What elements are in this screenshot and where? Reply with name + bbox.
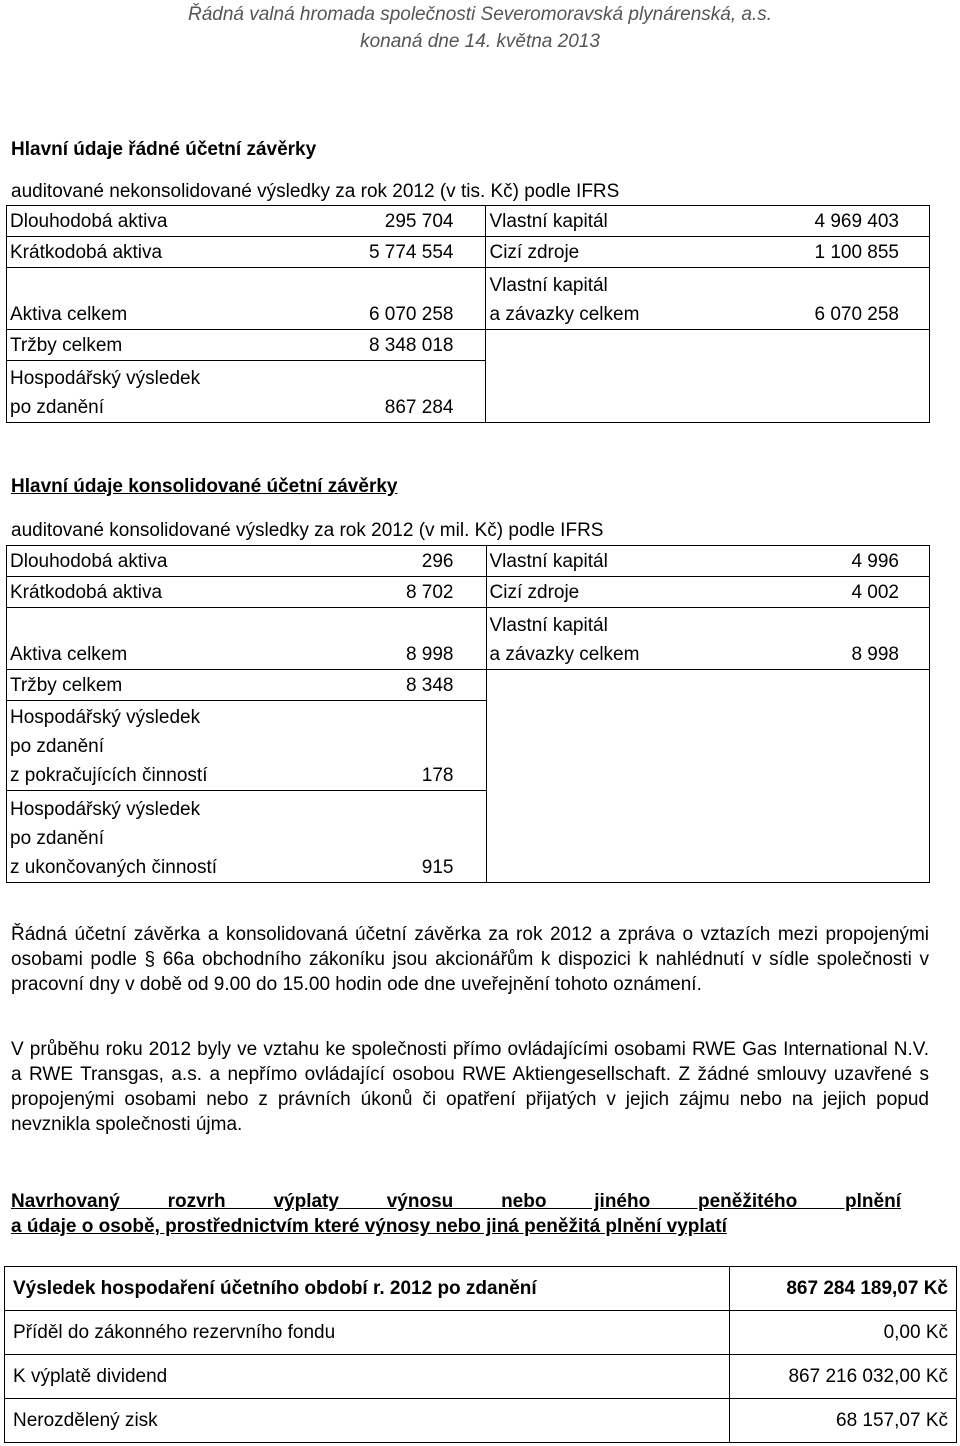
cell-label: Aktiva celkem xyxy=(7,608,256,670)
proposal-table xyxy=(4,1266,957,1443)
cell-label: Vlastní kapitál xyxy=(486,206,709,237)
cell-value: 5 774 554 xyxy=(255,237,486,268)
label-line: po zdanění xyxy=(10,397,105,418)
header-line-1: Řádná valná hromada společnosti Severomoravská plynárenská, a.s. xyxy=(187,4,773,25)
table-row xyxy=(7,268,930,330)
cell-value: 1 100 855 xyxy=(709,237,930,268)
cell-value: 8 702 xyxy=(255,577,486,608)
label-line: Hospodářský výsledek xyxy=(10,368,201,389)
section2-table xyxy=(6,545,930,883)
cell-label: Dlouhodobá aktiva xyxy=(7,206,256,237)
cell-label: Výsledek hospodaření účetního období r. 2012 po zdanění xyxy=(5,1267,730,1311)
header-line-2: konaná dne 14. května 2013 xyxy=(360,31,600,52)
cell-label xyxy=(486,608,709,670)
table-row xyxy=(7,206,930,237)
section1-table xyxy=(6,205,930,423)
cell-label: Krátkodobá aktiva xyxy=(7,577,256,608)
table-row xyxy=(7,577,930,608)
cell-value: 8 998 xyxy=(709,608,930,670)
section2-title: Hlavní údaje konsolidované účetní závěrky xyxy=(11,476,398,497)
label-line: po zdanění xyxy=(10,736,105,757)
label-line: Hospodářský výsledek xyxy=(10,799,201,820)
cell-label: Vlastní kapitál xyxy=(486,546,709,577)
cell-value: 8 348 xyxy=(255,670,486,701)
cell-value: 8 348 018 xyxy=(255,330,486,361)
paragraph-documents-availability: Řádná účetní závěrka a konsolidovaná účetní závěrka za rok 2012 a zpráva o vztazích mezi propojenými osobami podle § 66a obchodního zákoníku jsou akcionářům k dispozici k nahlédnutí v sídle společnosti v pracovní dny v době od 9.00 do 15.00 hodin ode dne uveřejnění tohoto oznámení. xyxy=(11,924,929,995)
label-line: Vlastní kapitál xyxy=(489,275,608,296)
cell-value: 178 xyxy=(255,701,486,791)
table-row xyxy=(7,237,930,268)
cell-label xyxy=(7,361,256,423)
table-row xyxy=(5,1267,957,1311)
cell-label: Cizí zdroje xyxy=(486,237,709,268)
label-line: po zdanění xyxy=(10,828,105,849)
label-line: Hospodářský výsledek xyxy=(10,707,201,728)
label-line: a závazky celkem xyxy=(489,644,640,665)
label-line: Vlastní kapitál xyxy=(489,615,608,636)
section2-subtitle: auditované konsolidované výsledky za rok 2012 (v mil. Kč) podle IFRS xyxy=(11,520,604,541)
paragraph-related-parties: V průběhu roku 2012 byly ve vztahu ke společnosti přímo ovládajícími osobami RWE Gas International N.V. a RWE Transgas, a.s. a nepřímo ovládající osobou RWE Aktiengesellschaft. Z žádné smlouvy uzavřené s propojenými osobami nebo z právních úkonů či opatření přijatých v jejich zájmu nebo na jejich popud nevznikla společnosti újma. xyxy=(11,1039,929,1135)
empty-cell xyxy=(486,330,930,423)
cell-value: 68 157,07 Kč xyxy=(730,1399,957,1443)
table-row xyxy=(5,1311,957,1355)
cell-value: 4 969 403 xyxy=(709,206,930,237)
table-row xyxy=(7,608,930,670)
cell-value: 6 070 258 xyxy=(255,268,486,330)
cell-value: 4 996 xyxy=(709,546,930,577)
empty-cell xyxy=(486,670,930,883)
cell-label: Nerozdělený zisk xyxy=(5,1399,730,1443)
cell-value: 295 704 xyxy=(255,206,486,237)
proposal-heading-line-2: a údaje o osobě, prostřednictvím které výnosy nebo jiná peněžitá plnění vyplatí xyxy=(11,1216,727,1237)
table-row xyxy=(7,330,930,361)
label-line: z pokračujících činností xyxy=(10,765,208,786)
label-line: a závazky celkem xyxy=(489,304,640,325)
section1-subtitle: auditované nekonsolidované výsledky za rok 2012 (v tis. Kč) podle IFRS xyxy=(11,181,620,202)
cell-value: 867 216 032,00 Kč xyxy=(730,1355,957,1399)
cell-value: 296 xyxy=(255,546,486,577)
proposal-heading-line-1: Navrhovaný rozvrh výplaty výnosu nebo jiného peněžitého plnění xyxy=(11,1191,901,1212)
cell-label: K výplatě dividend xyxy=(5,1355,730,1399)
section1-title: Hlavní údaje řádné účetní závěrky xyxy=(11,139,317,160)
cell-value: 915 xyxy=(255,791,486,883)
cell-value: 6 070 258 xyxy=(709,268,930,330)
label-line: z ukončovaných činností xyxy=(10,857,218,878)
cell-value: 0,00 Kč xyxy=(730,1311,957,1355)
cell-label xyxy=(486,268,709,330)
table-row xyxy=(7,670,930,701)
cell-label: Tržby celkem xyxy=(7,670,256,701)
cell-label: Příděl do zákonného rezervního fondu xyxy=(5,1311,730,1355)
table-row xyxy=(5,1399,957,1443)
cell-label: Aktiva celkem xyxy=(7,268,256,330)
cell-value: 4 002 xyxy=(709,577,930,608)
cell-value: 8 998 xyxy=(255,608,486,670)
table-row xyxy=(5,1355,957,1399)
cell-label: Dlouhodobá aktiva xyxy=(7,546,256,577)
cell-label: Cizí zdroje xyxy=(486,577,709,608)
cell-label xyxy=(7,791,256,883)
cell-label: Tržby celkem xyxy=(7,330,256,361)
table-row xyxy=(7,546,930,577)
cell-value: 867 284 xyxy=(255,361,486,423)
cell-label: Krátkodobá aktiva xyxy=(7,237,256,268)
cell-label xyxy=(7,701,256,791)
cell-value: 867 284 189,07 Kč xyxy=(730,1267,957,1311)
